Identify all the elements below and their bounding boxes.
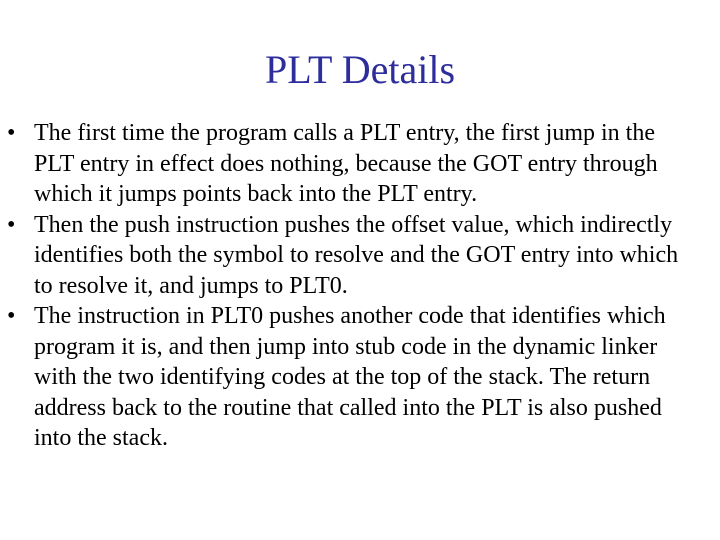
bullet-dot-icon: • — [7, 211, 16, 238]
bullet-text: The instruction in PLT0 pushes another code that identifies which program it is, and then jump into stub code in the dynamic linker with the two identifying codes at the top of the stack. The return address back to the routine that called into the PLT is also pushed into the stack. — [34, 303, 666, 451]
bullet-list — [0, 118, 720, 454]
slide-title: PLT Details — [264, 47, 456, 92]
bullet-dot-icon: • — [7, 120, 16, 146]
bullet-dot-icon: • — [7, 303, 16, 329]
bullet-item — [0, 301, 720, 454]
bullet-item — [0, 118, 720, 210]
bullet-text: The first time the program calls a PLT entry, the first jump in the PLT entry in effect does nothing, because the GOT entry through which it jumps points back into the PLT entry. — [34, 120, 658, 207]
bullet-item — [0, 210, 720, 302]
bullet-text: Then the push instruction pushes the offset value, which indirectly identifies both the symbol to resolve and the GOT entry into which to resolve it, and jumps to PLT0. — [34, 211, 679, 299]
